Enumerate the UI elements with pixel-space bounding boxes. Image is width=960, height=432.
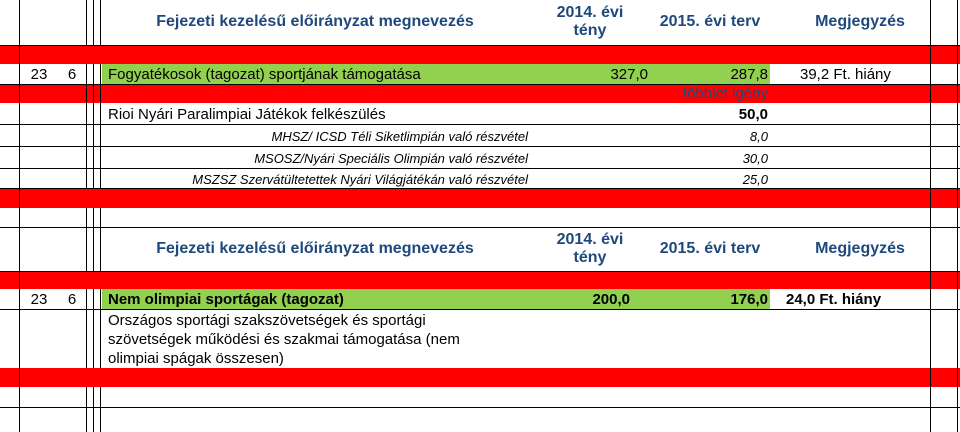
header-2014-line1: 2014. évi — [556, 4, 624, 21]
grid-line — [86, 0, 87, 46]
code2: 6 — [67, 66, 77, 83]
detail-value: 8,0 — [749, 129, 768, 144]
grid-line — [86, 387, 87, 432]
detail-name: MHSZ/ ICSD Téli Siketlimpián való részvétel — [271, 129, 528, 144]
grid-line — [93, 387, 94, 432]
grid-line — [957, 0, 958, 432]
grid-line — [93, 64, 94, 189]
code1: 23 — [30, 66, 48, 83]
detail-name: MSOSZ/Nyári Speciális Olimpián való részvétel — [254, 151, 528, 166]
header-row-2 — [0, 228, 960, 272]
note: 39,2 Ft. hiány — [800, 66, 891, 83]
code1: 23 — [30, 291, 48, 308]
value-2014: 327,0 — [610, 66, 648, 83]
grid-line — [100, 289, 101, 368]
description-row — [0, 310, 960, 368]
grid-line — [86, 64, 87, 189]
empty-row — [0, 387, 960, 408]
red-band — [0, 272, 960, 289]
grid-line — [86, 208, 87, 272]
value-2015: 287,8 — [730, 66, 768, 83]
table-row — [0, 147, 960, 169]
header-notes: Megjegyzés — [815, 240, 905, 257]
grid-line — [93, 289, 94, 368]
empty-row — [0, 408, 960, 432]
value-2014: 200,0 — [592, 291, 630, 308]
grid-line — [100, 0, 101, 46]
header-name: Fejezeti kezelésű előirányzat megnevezés — [156, 240, 474, 257]
grid-line — [86, 289, 87, 368]
red-band — [0, 189, 960, 208]
detail-value: 25,0 — [742, 172, 768, 187]
description-text — [108, 311, 460, 368]
red-band — [0, 46, 960, 64]
header-2014-line2: tény — [573, 249, 607, 266]
detail-value: 30,0 — [742, 151, 768, 166]
sub-item-value: 50,0 — [738, 106, 768, 123]
grid-line — [100, 208, 101, 272]
description-line: szövetségek működési és szakmai támogatása (nem — [108, 331, 460, 348]
grid-line — [93, 208, 94, 272]
header-row-1 — [0, 0, 960, 46]
table-row — [0, 64, 960, 85]
empty-row — [0, 208, 960, 228]
header-2015: 2015. évi terv — [659, 13, 761, 30]
extra-label: többlet igény — [682, 85, 768, 102]
table-row — [0, 289, 960, 310]
table-row — [0, 169, 960, 189]
grid-line — [93, 0, 94, 46]
item-name: Nem olimpiai sportágak (tagozat) — [108, 291, 344, 308]
header-2014 — [530, 231, 650, 267]
item-name: Fogyatékosok (tagozat) sportjának támogatása — [108, 66, 421, 83]
value-2015: 176,0 — [730, 291, 768, 308]
description-line: Országos sportági szakszövetségek és sportági — [108, 312, 426, 329]
red-band — [0, 85, 960, 103]
red-band — [0, 368, 960, 387]
header-2014 — [530, 4, 650, 40]
header-notes: Megjegyzés — [815, 13, 905, 30]
header-2014-line2: tény — [573, 22, 607, 39]
detail-name: MSZSZ Szervátültetettek Nyári Világjátékán való részvétel — [192, 172, 528, 187]
header-2014-line1: 2014. évi — [556, 231, 624, 248]
grid-line — [930, 0, 931, 432]
table-row — [0, 125, 960, 147]
grid-line — [19, 0, 20, 432]
header-name: Fejezeti kezelésű előirányzat megnevezés — [156, 13, 474, 30]
table-row — [0, 103, 960, 125]
note: 24,0 Ft. hiány — [786, 291, 882, 308]
code2: 6 — [67, 291, 77, 308]
description-line: olimpiai spágak összesen) — [108, 350, 284, 367]
header-2015: 2015. évi terv — [659, 240, 761, 257]
grid-line — [100, 387, 101, 432]
sub-item-name: Rioi Nyári Paralimpiai Játékok felkészülés — [108, 106, 386, 123]
grid-line — [100, 64, 101, 189]
